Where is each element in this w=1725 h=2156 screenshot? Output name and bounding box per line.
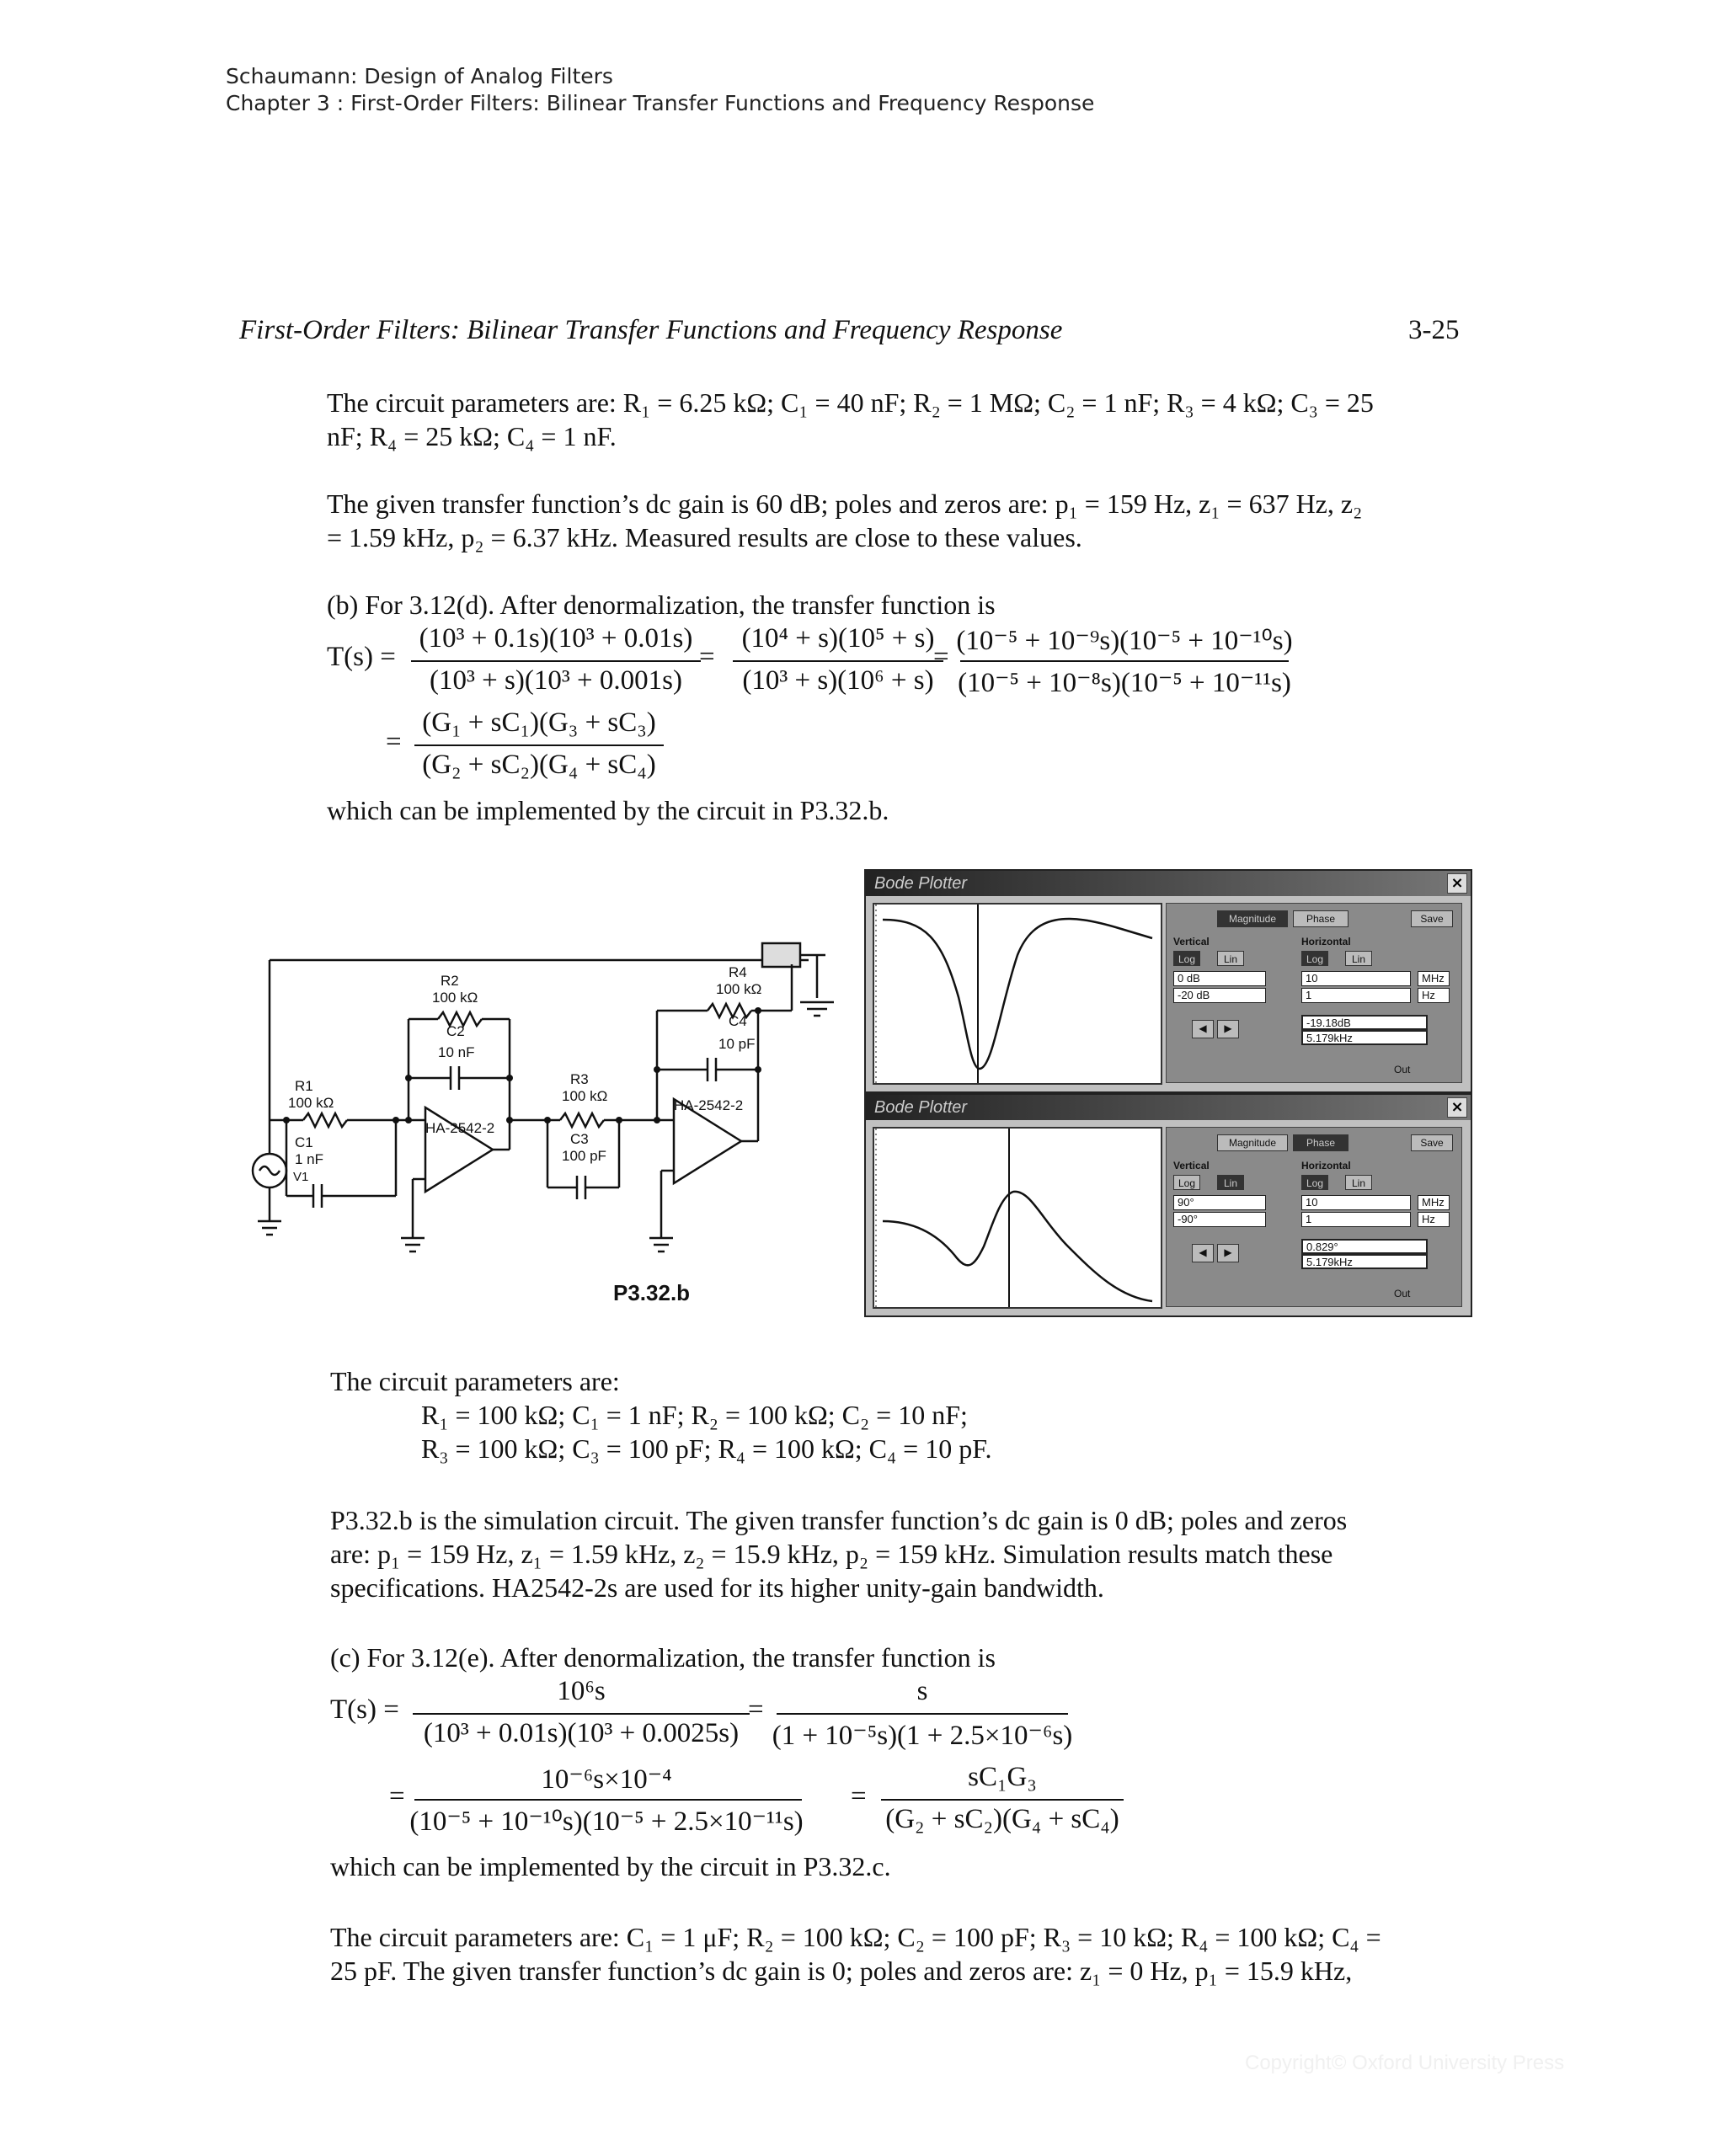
vertical-lin-button[interactable]: Lin bbox=[1217, 1175, 1244, 1190]
horizontal-lin-button[interactable]: Lin bbox=[1345, 1175, 1372, 1190]
eq-c-lhs: T(s) = bbox=[330, 1694, 399, 1725]
eq-c-num-1: 10⁶s bbox=[557, 1676, 606, 1706]
cursor-right-arrow-icon[interactable]: ▶ bbox=[1217, 1020, 1239, 1038]
close-icon[interactable]: × bbox=[1447, 873, 1467, 894]
vertical-final-field[interactable]: 90° bbox=[1173, 1195, 1266, 1210]
paragraph-4-line-2: 25 pF. The given transfer function’s dc gain is 0; poles and zeros are: z₁ = 0 Hz, p₁ = 15.9 kHz, bbox=[330, 1956, 1353, 1986]
horizontal-final-field[interactable]: 10 bbox=[1301, 1195, 1411, 1210]
paragraph-2-line-1: The given transfer function’s dc gain is 60 dB; poles and zeros are: p₁ = 159 Hz, z₁ = 637 Hz, z₂ bbox=[327, 488, 1363, 519]
paragraph-3-line-1: P3.32.b is the simulation circuit. The given transfer function’s dc gain is 0 dB; poles and zeros bbox=[330, 1505, 1348, 1535]
magnitude-button[interactable]: Magnitude bbox=[1217, 1134, 1288, 1151]
controls-panel bbox=[1166, 903, 1462, 1083]
window-title: Bode Plotter bbox=[866, 871, 1471, 896]
eq-b-bar-2 bbox=[733, 660, 943, 662]
r1-label: R1 bbox=[295, 1078, 313, 1094]
horizontal-label: Horizontal bbox=[1301, 936, 1351, 947]
figure-label: P3.32.b bbox=[613, 1280, 691, 1305]
eq-c-bar-4 bbox=[881, 1799, 1124, 1801]
paragraph-1-line-1: The circuit parameters are: R₁ = 6.25 kΩ; C₁ = 40 nF; R₂ = 1 MΩ; C₂ = 1 nF; R₃ = 4 kΩ; C₃ = 25 bbox=[327, 387, 1374, 418]
eq-c-equals-3: = bbox=[851, 1781, 867, 1812]
readout-value: -19.18dB bbox=[1301, 1015, 1428, 1030]
eq-c-bar-1 bbox=[413, 1713, 750, 1715]
phase-button[interactable]: Phase bbox=[1293, 1134, 1348, 1151]
save-button[interactable]: Save bbox=[1411, 910, 1453, 927]
vertical-log-button[interactable]: Log bbox=[1173, 1175, 1200, 1190]
horizontal-initial-unit[interactable]: Hz bbox=[1418, 1212, 1450, 1227]
part-c-intro: (c) For 3.12(e). After denormalization, the transfer function is bbox=[330, 1642, 996, 1673]
readout-value: 0.829° bbox=[1301, 1239, 1428, 1254]
phase-curve bbox=[874, 1129, 1161, 1307]
magnitude-button[interactable]: Magnitude bbox=[1217, 910, 1288, 927]
horizontal-label: Horizontal bbox=[1301, 1160, 1351, 1171]
r4-label: R4 bbox=[729, 964, 747, 980]
bode-plotter-window-phase[interactable] bbox=[864, 1093, 1472, 1317]
paragraph-3-line-3: specifications. HA2542-2s are used for its higher unity-gain bandwidth. bbox=[330, 1572, 1104, 1603]
eq-b-num-2: (10⁴ + s)(10⁵ + s) bbox=[741, 623, 935, 654]
eq-b-num-3: (10⁻⁵ + 10⁻⁹s)(10⁻⁵ + 10⁻¹⁰s) bbox=[956, 626, 1293, 656]
c3-label: C3 bbox=[570, 1131, 589, 1147]
eq-b-lhs: T(s) = bbox=[327, 642, 396, 672]
paragraph-4-line-1: The circuit parameters are: C₁ = 1 μF; R₂ = 100 kΩ; C₂ = 100 pF; R₃ = 10 kΩ; R₄ = 100 kΩ; C₄ = bbox=[330, 1922, 1381, 1952]
eq-c-num-4: sC₁G₃ bbox=[968, 1762, 1037, 1792]
bode-plot-area[interactable] bbox=[873, 1127, 1162, 1309]
opamp-1-label: HA-2542-2 bbox=[425, 1120, 495, 1136]
eq-b-bar-3 bbox=[960, 660, 1289, 662]
eq-b-bar-4 bbox=[414, 744, 664, 746]
out-label: Out bbox=[1394, 1288, 1411, 1299]
horizontal-lin-button[interactable]: Lin bbox=[1345, 951, 1372, 966]
cursor-left-arrow-icon[interactable]: ◀ bbox=[1192, 1020, 1214, 1038]
paragraph-1-line-2: nF; R₄ = 25 kΩ; C₄ = 1 nF. bbox=[327, 421, 617, 451]
bode-plotter-window-magnitude[interactable] bbox=[864, 869, 1472, 1093]
source-label: V1 bbox=[293, 1170, 309, 1184]
eq-b-den-1: (10³ + s)(10³ + 0.001s) bbox=[430, 665, 682, 696]
bode-plot-area[interactable] bbox=[873, 903, 1162, 1085]
book-title: Schaumann: Design of Analog Filters bbox=[226, 64, 613, 88]
readout-frequency: 5.179kHz bbox=[1301, 1254, 1428, 1269]
save-button[interactable]: Save bbox=[1411, 1134, 1453, 1151]
eq-c-equals-2: = bbox=[389, 1781, 405, 1812]
readout-frequency: 5.179kHz bbox=[1301, 1030, 1428, 1045]
vertical-initial-field[interactable]: -90° bbox=[1173, 1212, 1266, 1227]
horizontal-initial-field[interactable]: 1 bbox=[1301, 988, 1411, 1003]
horizontal-final-unit[interactable]: MHz bbox=[1418, 971, 1450, 986]
eq-c-den-1: (10³ + 0.01s)(10³ + 0.0025s) bbox=[423, 1718, 740, 1748]
eq-b-den-2: (10³ + s)(10⁶ + s) bbox=[742, 665, 934, 696]
r3-value: 100 kΩ bbox=[562, 1088, 608, 1104]
r3-label: R3 bbox=[570, 1071, 589, 1087]
vertical-final-field[interactable]: 0 dB bbox=[1173, 971, 1266, 986]
vertical-log-button[interactable]: Log bbox=[1173, 951, 1200, 966]
vertical-initial-field[interactable]: -20 dB bbox=[1173, 988, 1266, 1003]
eq-c-den-4: (G₂ + sC₂)(G₄ + sC₄) bbox=[885, 1804, 1119, 1834]
r4-value: 100 kΩ bbox=[716, 981, 762, 997]
out-label: Out bbox=[1394, 1064, 1411, 1075]
r1-value: 100 kΩ bbox=[288, 1095, 334, 1111]
eq-c-bar-3 bbox=[414, 1799, 802, 1801]
params-b-heading: The circuit parameters are: bbox=[330, 1366, 620, 1396]
window-title: Bode Plotter bbox=[866, 1095, 1471, 1120]
horizontal-final-field[interactable]: 10 bbox=[1301, 971, 1411, 986]
eq-c-num-3: 10⁻⁶s×10⁻⁴ bbox=[541, 1764, 672, 1795]
eq-c-den-2: (1 + 10⁻⁵s)(1 + 2.5×10⁻⁶s) bbox=[772, 1721, 1073, 1751]
vertical-label: Vertical bbox=[1173, 1160, 1210, 1171]
c2-value: 10 nF bbox=[438, 1044, 475, 1060]
vertical-lin-button[interactable]: Lin bbox=[1217, 951, 1244, 966]
close-icon[interactable]: × bbox=[1447, 1097, 1467, 1118]
part-b-after: which can be implemented by the circuit in P3.32.b. bbox=[327, 795, 889, 825]
page-number: 3-25 bbox=[1408, 315, 1460, 345]
circuit-schematic bbox=[236, 918, 842, 1305]
cursor-right-arrow-icon[interactable]: ▶ bbox=[1217, 1244, 1239, 1262]
phase-button[interactable]: Phase bbox=[1293, 910, 1348, 927]
eq-b-bar-1 bbox=[411, 660, 701, 662]
horizontal-log-button[interactable]: Log bbox=[1301, 951, 1328, 966]
eq-c-bar-2 bbox=[777, 1713, 1068, 1715]
eq-b-equals-3: = bbox=[386, 727, 402, 757]
horizontal-initial-unit[interactable]: Hz bbox=[1418, 988, 1450, 1003]
magnitude-curve bbox=[874, 905, 1161, 1083]
paragraph-3-line-2: are: p₁ = 159 Hz, z₁ = 1.59 kHz, z₂ = 15.9 kHz, p₂ = 159 kHz. Simulation results match these bbox=[330, 1539, 1333, 1569]
paragraph-2-line-2: = 1.59 kHz, p₂ = 6.37 kHz. Measured results are close to these values. bbox=[327, 522, 1082, 552]
eq-c-num-2: s bbox=[916, 1676, 928, 1706]
c1-label: C1 bbox=[295, 1134, 313, 1150]
eq-b-num-4: (G₁ + sC₁)(G₃ + sC₃) bbox=[422, 707, 656, 738]
controls-panel bbox=[1166, 1127, 1462, 1307]
r2-label: R2 bbox=[441, 973, 459, 989]
eq-b-equals-1: = bbox=[699, 642, 715, 672]
running-head-title: First-Order Filters: Bilinear Transfer Functions and Frequency Response bbox=[239, 315, 1063, 345]
copyright-watermark: Copyright© Oxford University Press bbox=[1245, 2052, 1565, 2074]
opamp-2-label: HA-2542-2 bbox=[674, 1097, 744, 1113]
r2-value: 100 kΩ bbox=[432, 990, 478, 1006]
eq-b-num-1: (10³ + 0.1s)(10³ + 0.01s) bbox=[419, 623, 693, 654]
c4-label: C4 bbox=[729, 1013, 747, 1029]
chapter-title: Chapter 3 : First-Order Filters: Bilinear Transfer Functions and Frequency Response bbox=[226, 91, 1095, 115]
c4-value: 10 pF bbox=[718, 1036, 756, 1052]
c2-label: C2 bbox=[446, 1023, 465, 1039]
eq-b-den-3: (10⁻⁵ + 10⁻⁸s)(10⁻⁵ + 10⁻¹¹s) bbox=[958, 668, 1291, 698]
vertical-label: Vertical bbox=[1173, 936, 1210, 947]
c3-value: 100 pF bbox=[562, 1148, 606, 1164]
params-b-line-1: R₁ = 100 kΩ; C₁ = 1 nF; R₂ = 100 kΩ; C₂ = 10 nF; bbox=[421, 1400, 968, 1430]
params-b-line-2: R₃ = 100 kΩ; C₃ = 100 pF; R₄ = 100 kΩ; C₄ = 10 pF. bbox=[421, 1433, 992, 1464]
part-b-intro: (b) For 3.12(d). After denormalization, the transfer function is bbox=[327, 590, 996, 620]
eq-c-equals-1: = bbox=[748, 1694, 764, 1725]
c1-value: 1 nF bbox=[295, 1151, 324, 1167]
horizontal-initial-field[interactable]: 1 bbox=[1301, 1212, 1411, 1227]
horizontal-final-unit[interactable]: MHz bbox=[1418, 1195, 1450, 1210]
horizontal-log-button[interactable]: Log bbox=[1301, 1175, 1328, 1190]
cursor-left-arrow-icon[interactable]: ◀ bbox=[1192, 1244, 1214, 1262]
part-c-after: which can be implemented by the circuit in P3.32.c. bbox=[330, 1851, 891, 1881]
eq-c-den-3: (10⁻⁵ + 10⁻¹⁰s)(10⁻⁵ + 2.5×10⁻¹¹s) bbox=[409, 1806, 804, 1837]
eq-b-equals-2: = bbox=[933, 642, 949, 672]
eq-b-den-4: (G₂ + sC₂)(G₄ + sC₄) bbox=[422, 750, 656, 780]
